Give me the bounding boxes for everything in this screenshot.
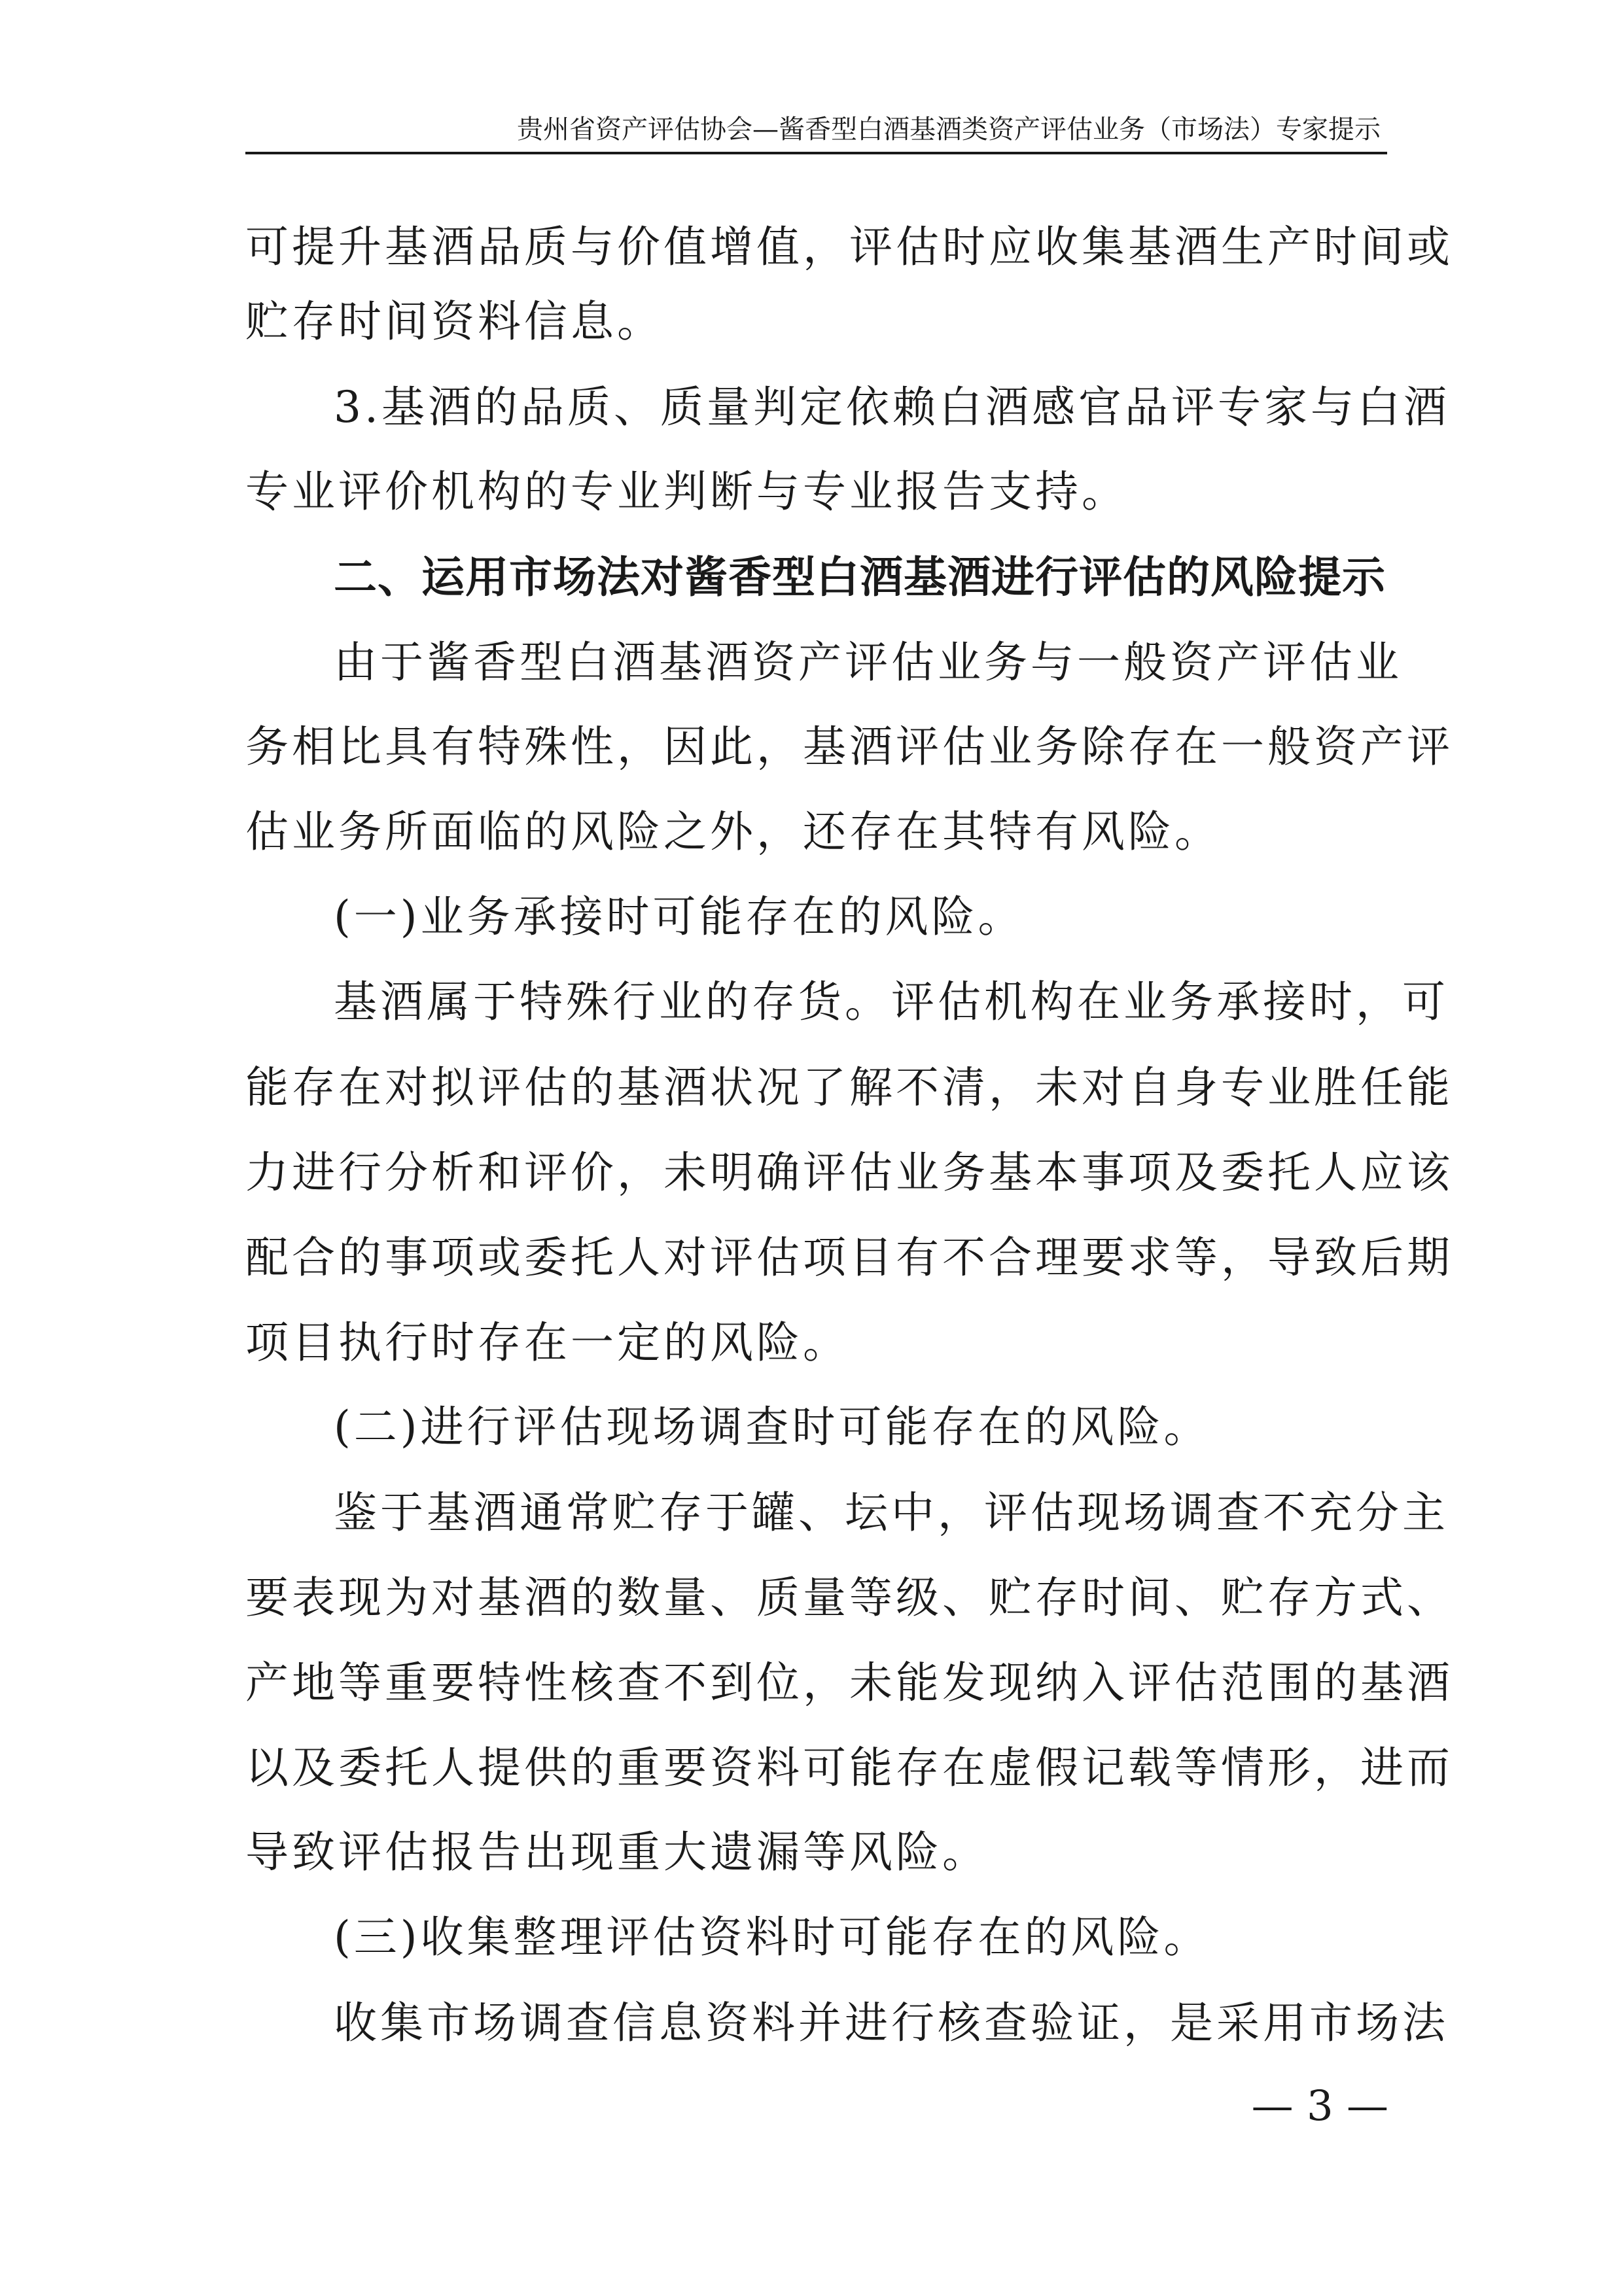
body-line: 以及委托人提供的重要资料可能存在虚假记载等情形，进而 xyxy=(245,1743,1453,1793)
subsection-heading: (三)收集整理评估资料时可能存在的风险。 xyxy=(334,1912,1210,1962)
body-line: 能存在对拟评估的基酒状况了解不清，未对自身专业胜任能 xyxy=(245,1062,1453,1113)
body-line: 3.基酒的品质、质量判定依赖白酒感官品评专家与白酒 xyxy=(334,382,1450,432)
body-line: 要表现为对基酒的数量、质量等级、贮存时间、贮存方式、 xyxy=(245,1573,1453,1623)
section-heading: 二、运用市场法对酱香型白酒基酒进行评估的风险提示 xyxy=(334,552,1386,602)
body-line: 鉴于基酒通常贮存于罐、坛中，评估现场调查不充分主 xyxy=(334,1487,1449,1538)
body-line: 导致评估报告出现重大遗漏等风险。 xyxy=(245,1827,989,1877)
body-line: 项目执行时存在一定的风险。 xyxy=(245,1317,849,1368)
body-line: 专业评价机构的专业判断与专业报告支持。 xyxy=(245,466,1128,517)
body-line: 配合的事项或委托人对评估项目有不合理要求等，导致后期 xyxy=(245,1232,1453,1283)
body-line: 估业务所面临的风险之外，还存在其特有风险。 xyxy=(245,807,1221,857)
body-line: 贮存时间资料信息。 xyxy=(245,296,663,347)
body-line: 基酒属于特殊行业的存货。评估机构在业务承接时，可 xyxy=(334,977,1449,1027)
page-number: — 3 — xyxy=(1251,2082,1388,2131)
body-line: 收集市场调查信息资料并进行核查验证，是采用市场法 xyxy=(334,1998,1449,2048)
body-line: 务相比具有特殊性，因此，基酒评估业务除存在一般资产评 xyxy=(245,722,1453,772)
body-line: 可提升基酒品质与价值增值，评估时应收集基酒生产时间或 xyxy=(245,222,1453,272)
subsection-heading: (二)进行评估现场调查时可能存在的风险。 xyxy=(334,1402,1210,1452)
subsection-heading: (一)业务承接时可能存在的风险。 xyxy=(334,892,1025,942)
page-header xyxy=(245,111,1387,154)
body-line: 由于酱香型白酒基酒资产评估业务与一般资产评估业 xyxy=(334,637,1402,687)
body-line: 产地等重要特性核查不到位，未能发现纳入评估范围的基酒 xyxy=(245,1658,1453,1708)
body-line: 力进行分析和评价，未明确评估业务基本事项及委托人应该 xyxy=(245,1147,1453,1198)
header-title: 贵州省资产评估协会—酱香型白酒基酒类资产评估业务（市场法）专家提示 xyxy=(517,114,1381,145)
